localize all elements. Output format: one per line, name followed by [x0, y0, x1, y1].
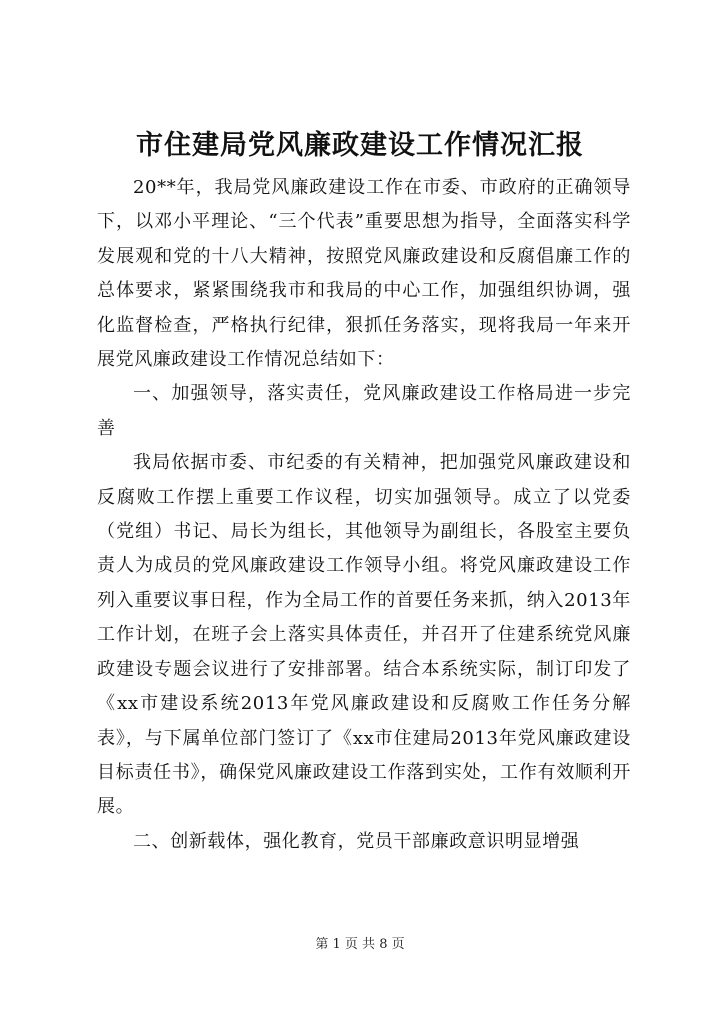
page-footer: 第 1 页 共 8 页 — [315, 937, 405, 952]
section-heading-1: 一、加强领导，落实责任，党风廉政建设工作格局进一步完善 — [97, 383, 631, 439]
document-title: 市住建局党风廉政建设工作情况汇报 — [136, 130, 584, 161]
paragraph-section-1: 我局依据市委、市纪委的有关精神，把加强党风廉政建设和反腐败工作摆上重要工作议程，切实加强领导。成立了以党委（党组）书记、局长为组长，其他领导为副组长，各股室主要负责人为成员的党风廉政建设工作领导小组。将党风廉政建设工作列入重要议事日程，作为全局工作的首要任务来抓，纳入2013年工作计划，在班子会上落实具体责任，并召开了住建系统党风廉政建设专题会议进行了安排部署。结合本系统实际，制订印发了《xx市建设系统2013年党风廉政建设和反腐败工作任务分解表》，与下属单位部门签订了《xx市住建局2013年党风廉政建设目标责任书》，确保党风廉政建设工作落到实处，工作有效顺利开展。 — [97, 452, 631, 818]
paragraph-intro: 20**年，我局党风廉政建设工作在市委、市政府的正确领导下，以邓小平理论、“三个代表”重要思想为指导，全面落实科学发展观和党的十八大精神，按照党风廉政建设和反腐倡廉工作的总体要求，紧紧围绕我市和我局的中心工作，加强组织协调，强化监督检查，严格执行纪律，狠抓任务落实，现将我局一年来开展党风廉政建设工作情况总结如下： — [97, 177, 631, 371]
section-heading-2: 二、创新载体，强化教育，党员干部廉政意识明显增强 — [133, 830, 580, 852]
document-body — [97, 171, 631, 859]
